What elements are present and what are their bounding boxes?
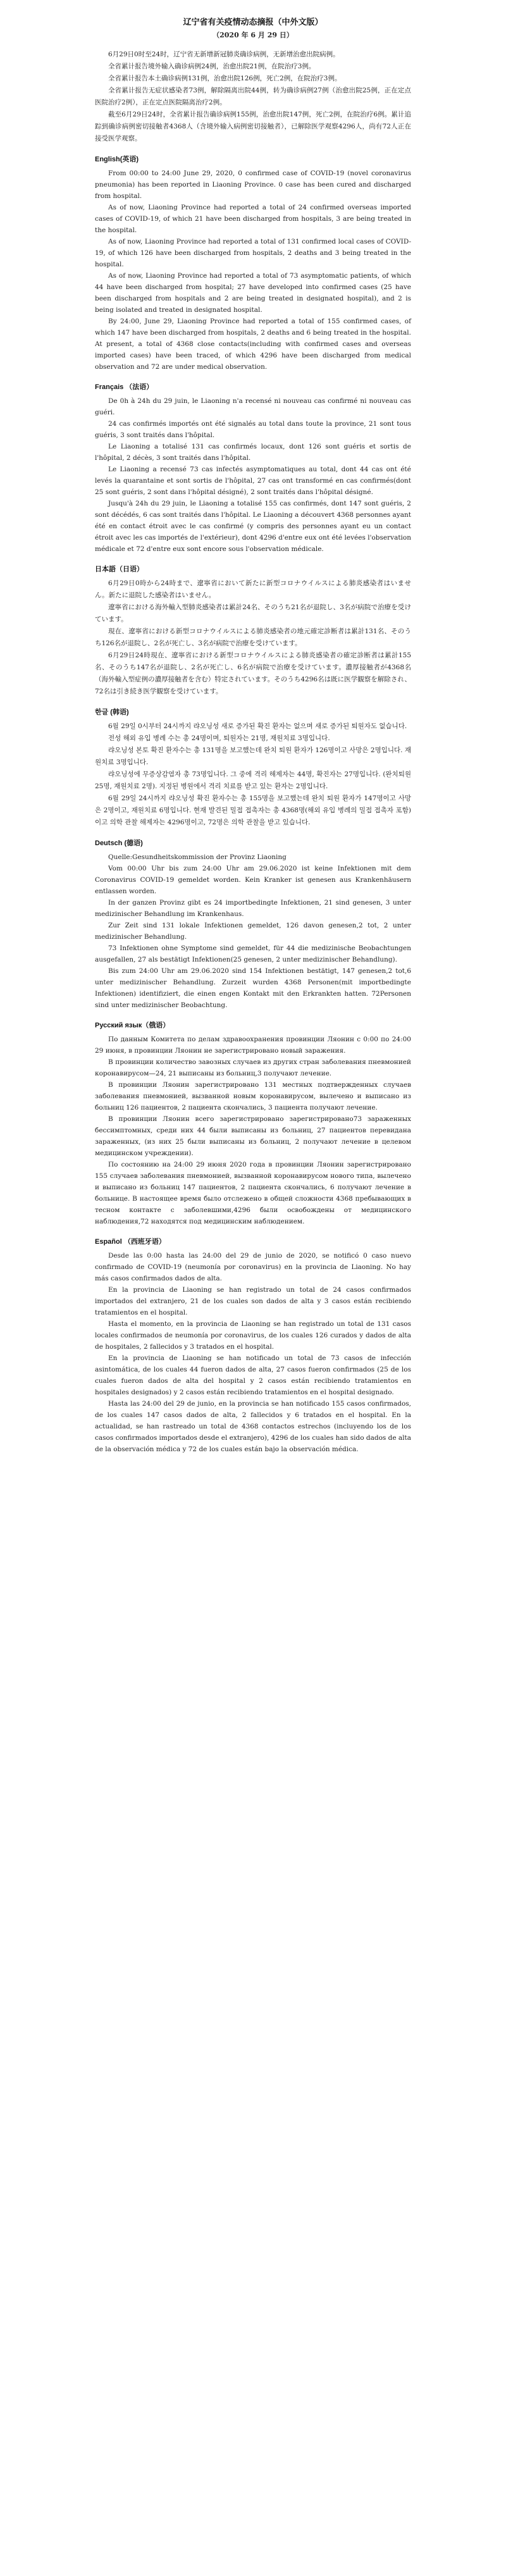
paragraph: Zur Zeit sind 131 lokale Infektionen gemeldet, 126 davon genesen,2 tot, 2 unter medizinischer Behandlung. bbox=[95, 922, 411, 941]
section-heading: English(英语) bbox=[95, 156, 139, 163]
paragraph: 全省累计报告境外输入确诊病例24例，治愈出院21例，在院治疗3例。 bbox=[108, 63, 316, 70]
paragraph: Hasta las 24:00 del 29 de junio, en la provincia se han notificado 155 casos confirmados, de los cuales 147 casos dados de alta, 2 fallecidos y 6 tratados en el hospital. En la actualidad, se han rastreado un total de 4368 contactos estrechos (incluyendo los de los casos confirmados importados desde el extranjero), 4296 de los cuales han sido dados de alta de la observación médica y 72 de los cuales están bajo la observación médica. bbox=[95, 1400, 411, 1453]
section-ja bbox=[95, 564, 411, 698]
paragraph: From 00:00 to 24:00 June 29, 2020, 0 confirmed case of COVID-19 (novel coronavirus pneumonia) has been reported in Liaoning Province. 0 case has been cured and discharged from hospital. bbox=[95, 170, 411, 200]
section-heading: Français （法语） bbox=[95, 383, 154, 391]
paragraph: Vom 00:00 Uhr bis zum 24:00 Uhr am 29.06.2020 ist keine Infektionen mit dem Coronavirus COVID-19 gemeldet worden. Kein Kranker ist genesen aus Krankenhäusern entlassen worden. bbox=[95, 865, 411, 895]
paragraph: 랴오닝성에 무증상감염자 총 73명입니다. 그 중에 격리 해제자는 44명, 확진자는 27명입니다. (완치퇴원 25명, 재원치료 2명). 지정된 병원에서 격리 치료를 받고 있는 환자는 2명입니다. bbox=[95, 771, 411, 790]
paragraph: Le Liaoning a totalisé 131 cas confirmés locaux, dont 126 sont guéris et sortis de l'hôpital, 2 décès, 3 sont traités dans l'hôpital. bbox=[95, 443, 411, 462]
paragraph: En la provincia de Liaoning se han registrado un total de 24 casos confirmados importados del extranjero, 21 de los cuales son dados de alta y 3 casos están recibiendo tratamientos en el hospital. bbox=[95, 1286, 411, 1316]
paragraph: В провинции количество завозных случаев из других стран заболевания пневмонией коронавирусом—24, 21 выписаны из больниц,3 получают лечение. bbox=[95, 1058, 411, 1077]
paragraph: Desde las 0:00 hasta las 24:00 del 29 de junio de 2020, se notificó 0 caso nuevo confirmado de COVID-19 (neumonía por coronavirus) en la provincia de Liaoning. No hay más casos confirmados dados de alta. bbox=[95, 1252, 411, 1282]
paragraph: 截至6月29日24时，全省累计报告确诊病例155例，治愈出院147例，死亡2例，在院治疗6例。累计追踪到确诊病例密切接触者4368人（含境外输入病例密切接触者），已解除医学观察4296人，尚有72人正在接受医学观察。 bbox=[95, 111, 411, 142]
paragraph: 전성 해외 유입 병례 수는 총 24명이며, 퇴원자는 21명, 재원치료 3명입니다. bbox=[108, 734, 330, 742]
paragraph: В провинции Ляонин зарегистрировано 131 местных подтвержденных случаев заболевания пневмонией, вызванной новым коронавирусом, вылечено и выписано из больниц 126 пациентов, 2 пациента скончались, 3 пациента получают лечение. bbox=[95, 1081, 411, 1112]
paragraph: 6月29日0時から24時まで、遼寧省において新たに新型コロナウイルスによる肺炎感染者はいません。新たに退院した感染者はいません。 bbox=[95, 579, 411, 599]
paragraph: As of now, Liaoning Province had reported a total of 73 asymptomatic patients, of which 44 have been discharged from hospital; 27 have developed into confirmed cases (25 have been discharged from hospitals and 2 are being treated in designated hospital), and 2 is being isolated and treated in designated hospital. bbox=[95, 272, 411, 314]
paragraph: Hasta el momento, en la provincia de Liaoning se han registrado un total de 131 casos locales confirmados de neumonía por coronavirus, de los cuales 126 curados y dados de alta de hospitales, 2 fallecidos y 3 tratados en el hospital. bbox=[95, 1320, 411, 1351]
document-page bbox=[95, 0, 411, 1455]
paragraph: 6월 29일 0시부터 24시까지 랴오닝성 새로 증가된 확진 환자는 없으며 새로 증가된 퇴원자도 없습니다. bbox=[108, 722, 407, 730]
paragraph: По данным Комитета по делам здравоохранения провинции Ляонин с 0:00 по 24:00 29 июня, в провинции Ляонин не зарегистрировано новый заражения. bbox=[95, 1036, 411, 1055]
paragraph: 6월 29일 24시까지 랴오닝성 확진 환자수는 총 155명을 보고했는데 완치 퇴원 환자가 147명이고 사망은 2명이고, 재원치료 6명입니다. 현재 발견된 밀접 접촉자는 총 4368명(해외 유입 병례의 밀접 접촉자 포함)이고 의학 관찰 해제자는 4296명이고, 72명은 의학 관찰을 받고 있습니다. bbox=[95, 795, 411, 826]
section-en bbox=[95, 154, 411, 373]
section-zh bbox=[95, 49, 411, 145]
paragraph: As of now, Liaoning Province had reported a total of 131 confirmed local cases of COVID-19, of which 126 have been discharged from hospitals, 2 deaths and 3 being treated in the hospital. bbox=[95, 238, 411, 268]
section-fr bbox=[95, 381, 411, 555]
paragraph: 現在、遼寧省における新型コロナウイルスによる肺炎感染者の地元確定診断者は累計131名、そのうち126名が退院し、2名が死亡し、3名が病院で治療を受けています。 bbox=[95, 628, 411, 647]
paragraph: В провинции Ляонин всего зарегистрировано зарегистрировано73 зараженных бессимптомных, среди них 44 были выписаны из больниц, 27 пациентов перевидана зараженных, (из них 25 были выписаны из больниц, 2 получают лечение в целевом медицинском учреждении). bbox=[95, 1115, 411, 1157]
paragraph: 24 cas confirmés importés ont été signalés au total dans toute la province, 21 sont tous guéris, 3 sont traités dans l'hôpital. bbox=[95, 420, 411, 439]
section-heading: 日本語（日语） bbox=[95, 566, 144, 573]
paragraph: As of now, Liaoning Province had reported a total of 24 confirmed overseas imported cases of COVID-19, of which 21 have been discharged from hospitals, 3 are being treated in the hospital. bbox=[95, 204, 411, 234]
paragraph: По состоянию на 24:00 29 июня 2020 года в провинции Ляонин зарегистрировано 155 случаев заболевания пневмонией, вызванной коронавирусом нового типа, вылечено и выписано из больниц 147 пациентов, 2 пациента скончались, 6 получают лечение в больнице. В настоящее время было отслежено в общей сложности 4368 пребывающих в тесном контакте с заболевшими,4296 были освобождены от медицинского наблюдения,72 находятся под медицинским наблюдением. bbox=[95, 1161, 411, 1225]
paragraph: De 0h à 24h du 29 juin, le Liaoning n'a recensé ni nouveau cas confirmé ni nouveau cas guéri. bbox=[95, 397, 411, 416]
paragraph: 랴오닝성 본토 확진 환자수는 총 131명을 보고했는데 완치 퇴원 환자가 126명이고 사망은 2명입니다. 재원치료 3명입니다. bbox=[95, 746, 411, 766]
paragraph: 遼寧省における海外輸入型肺炎感染者は累計24名、そのうち21名が退院し、3名が病院で治療を受けています。 bbox=[95, 604, 411, 623]
paragraph: Quelle:Gesundheitskommission der Provinz Liaoning bbox=[108, 853, 287, 861]
section-heading: Español （西班牙语） bbox=[95, 1238, 166, 1246]
report-date: （2020 年 6 月 29 日） bbox=[213, 31, 293, 39]
paragraph: Jusqu'à 24h du 29 juin, le Liaoning a totalisé 155 cas confirmés, dont 147 sont guéris, 2 sont décédés, 6 cas sont traités dans l'hôpital. Le Liaoning a découvert 4368 personnes ayant été en contact étroit avec le cas confirmé (y compris des personnes ayant eu un contact étroit avec les cas importés de l'extérieur), dont 4296 d'entre eux ont été levées l'observation médicale et 72 d'entre eux sont encore sous l'observation médicale. bbox=[95, 500, 411, 553]
paragraph: 73 Infektionen ohne Symptome sind gemeldet, für 44 die medizinische Beobachtungen ausgefallen, 27 als bestätigt Infektionen(25 genesen, 2 unter medizinischer Behandlung). bbox=[95, 944, 411, 963]
paragraph: By 24:00, June 29, Liaoning Province had reported a total of 155 confirmed cases, of which 147 have been discharged from hospitals, 2 deaths and 6 being treated in the hospital. At present, a total of 4368 close contacts(including with confirmed cases and overseas imported cases) have been traced, of which 4296 have been discharged from medical observation and 72 are under medical observation. bbox=[95, 318, 411, 371]
paragraph: 6月29日24時現在、遼寧省における新型コロナウイルスによる肺炎感染者の確定診断者は累計155名、そのうち147名が退院し、2名が死亡し、6名が病院で治療を受けています。濃厚接触者が4368名（海外輸入型症例の濃厚接触者を含む）特定されています。そのうち4296名は既に医学観察を解除され、72名は引き続き医学観察を受けています。 bbox=[95, 652, 411, 695]
page-title: 辽宁省有关疫情动态摘报（中外文版） bbox=[183, 18, 323, 27]
sections-container bbox=[95, 49, 411, 1455]
section-heading: 한글 (韩语) bbox=[95, 709, 129, 716]
section-es bbox=[95, 1236, 411, 1455]
paragraph: En la provincia de Liaoning se han notificado un total de 73 casos de infección asintomática, de los cuales 44 fueron dados de alta, 27 casos fueron confirmados (25 de los cuales fueron dados de alta del hospital y 2 casos están recibiendo tratamientos en hospitales designados) y 2 casos están recibiendo tratamientos en el hospital designado. bbox=[95, 1354, 411, 1396]
section-heading: Deutsch (德语) bbox=[95, 839, 143, 847]
section-ko bbox=[95, 707, 411, 829]
section-ru bbox=[95, 1020, 411, 1227]
paragraph: 全省累计报告无症状感染者73例，解除隔离出院44例，转为确诊病例27例（治愈出院25例，正在定点医院治疗2例），正在定点医院隔离治疗2例。 bbox=[95, 87, 411, 106]
section-heading: Русский язык（俄语） bbox=[95, 1022, 170, 1029]
paragraph: Bis zum 24:00 Uhr am 29.06.2020 sind 154 Infektionen bestätigt, 147 genesen,2 tot,6 unter medizinischer Behandlung. Zurzeit wurden 4368 Personen(mit importbedingte Infektionen) identifiziert, die einen engen Kontakt mit den Erkrankten hatten. 72Personen sind unter medizinischer Beobachtung. bbox=[95, 967, 411, 1009]
paragraph: 全省累计报告本土确诊病例131例，治愈出院126例，死亡2例，在院治疗3例。 bbox=[108, 75, 342, 82]
section-de bbox=[95, 838, 411, 1011]
paragraph: 6月29日0时至24时，辽宁省无新增新冠肺炎确诊病例，无新增治愈出院病例。 bbox=[108, 51, 340, 58]
paragraph: In der ganzen Provinz gibt es 24 importbedingte Infektionen, 21 sind genesen, 3 unter medizinischer Behandlung im Krankenhaus. bbox=[95, 899, 411, 918]
paragraph: Le Liaoning a recensé 73 cas infectés asymptomatiques au total, dont 44 cas ont été levés la quarantaine et sont sortis de l'hôpital, 27 cas ont transformé en cas confirmés(dont 25 sont guéris, 2 sont dans l'hôpital désigné), 2 sont traités dans l'hôpital désigné. bbox=[95, 466, 411, 496]
